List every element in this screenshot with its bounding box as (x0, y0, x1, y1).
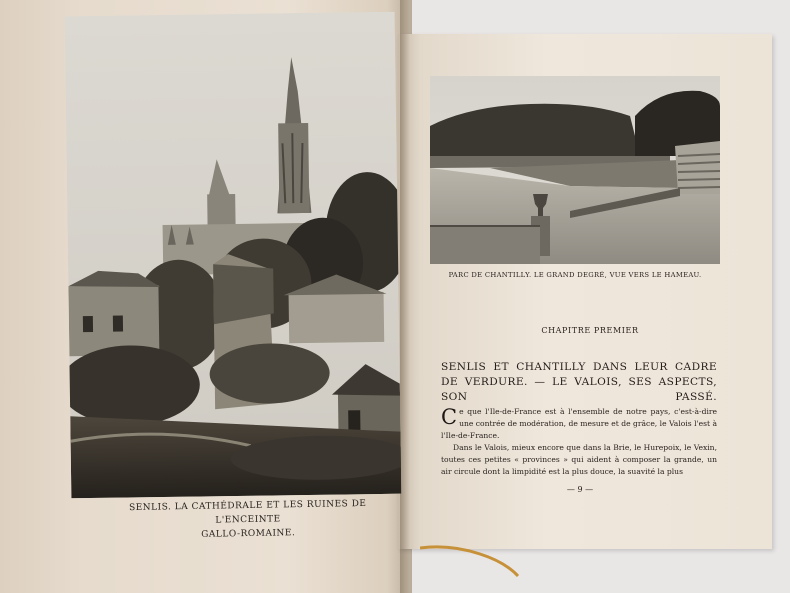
caption-line-1: SENLIS. LA CATHÉDRALE ET LES RUINES DE L'ENCEINTE (128, 498, 367, 526)
paragraph-1 (441, 406, 717, 442)
chapter-label: CHAPITRE PREMIER (541, 326, 639, 335)
senlis-cathedral-photo (65, 12, 402, 499)
page-number: — 9 — (566, 485, 594, 494)
book-gutter (400, 0, 410, 593)
caption-line-2: GALLO-ROMAINE. (201, 528, 296, 540)
paragraph-1-text: e que l'Ile-de-France est à l'ensemble de notre pays, c'est-à-dire une contrée de modération, de mesure et de grâce, le Valois l'est à l'Ile-de-France. (441, 407, 717, 440)
paragraph-2: Dans le Valois, mieux encore que dans la Brie, le Hurepoix, le Vexin, toutes ces petites « provinces » qui aident à composer la grande, un air circule dont la limpidité est la plus douce, la suavité la plus (441, 443, 717, 476)
chantilly-photo-caption: PARC DE CHANTILLY. LE GRAND DEGRÉ, VUE VERS LE HAMEAU. (448, 271, 702, 279)
bookmark-ribbon (420, 540, 520, 580)
drop-cap: C (441, 406, 458, 429)
chantilly-park-photo (430, 76, 720, 264)
chapter-body-text (441, 406, 717, 478)
senlis-photo-caption (98, 496, 399, 543)
chapter-title: SENLIS ET CHANTILLY DANS LEUR CADRE DE VERDURE. — LE VALOIS, SES ASPECTS, SON PASSÉ. (441, 361, 717, 403)
